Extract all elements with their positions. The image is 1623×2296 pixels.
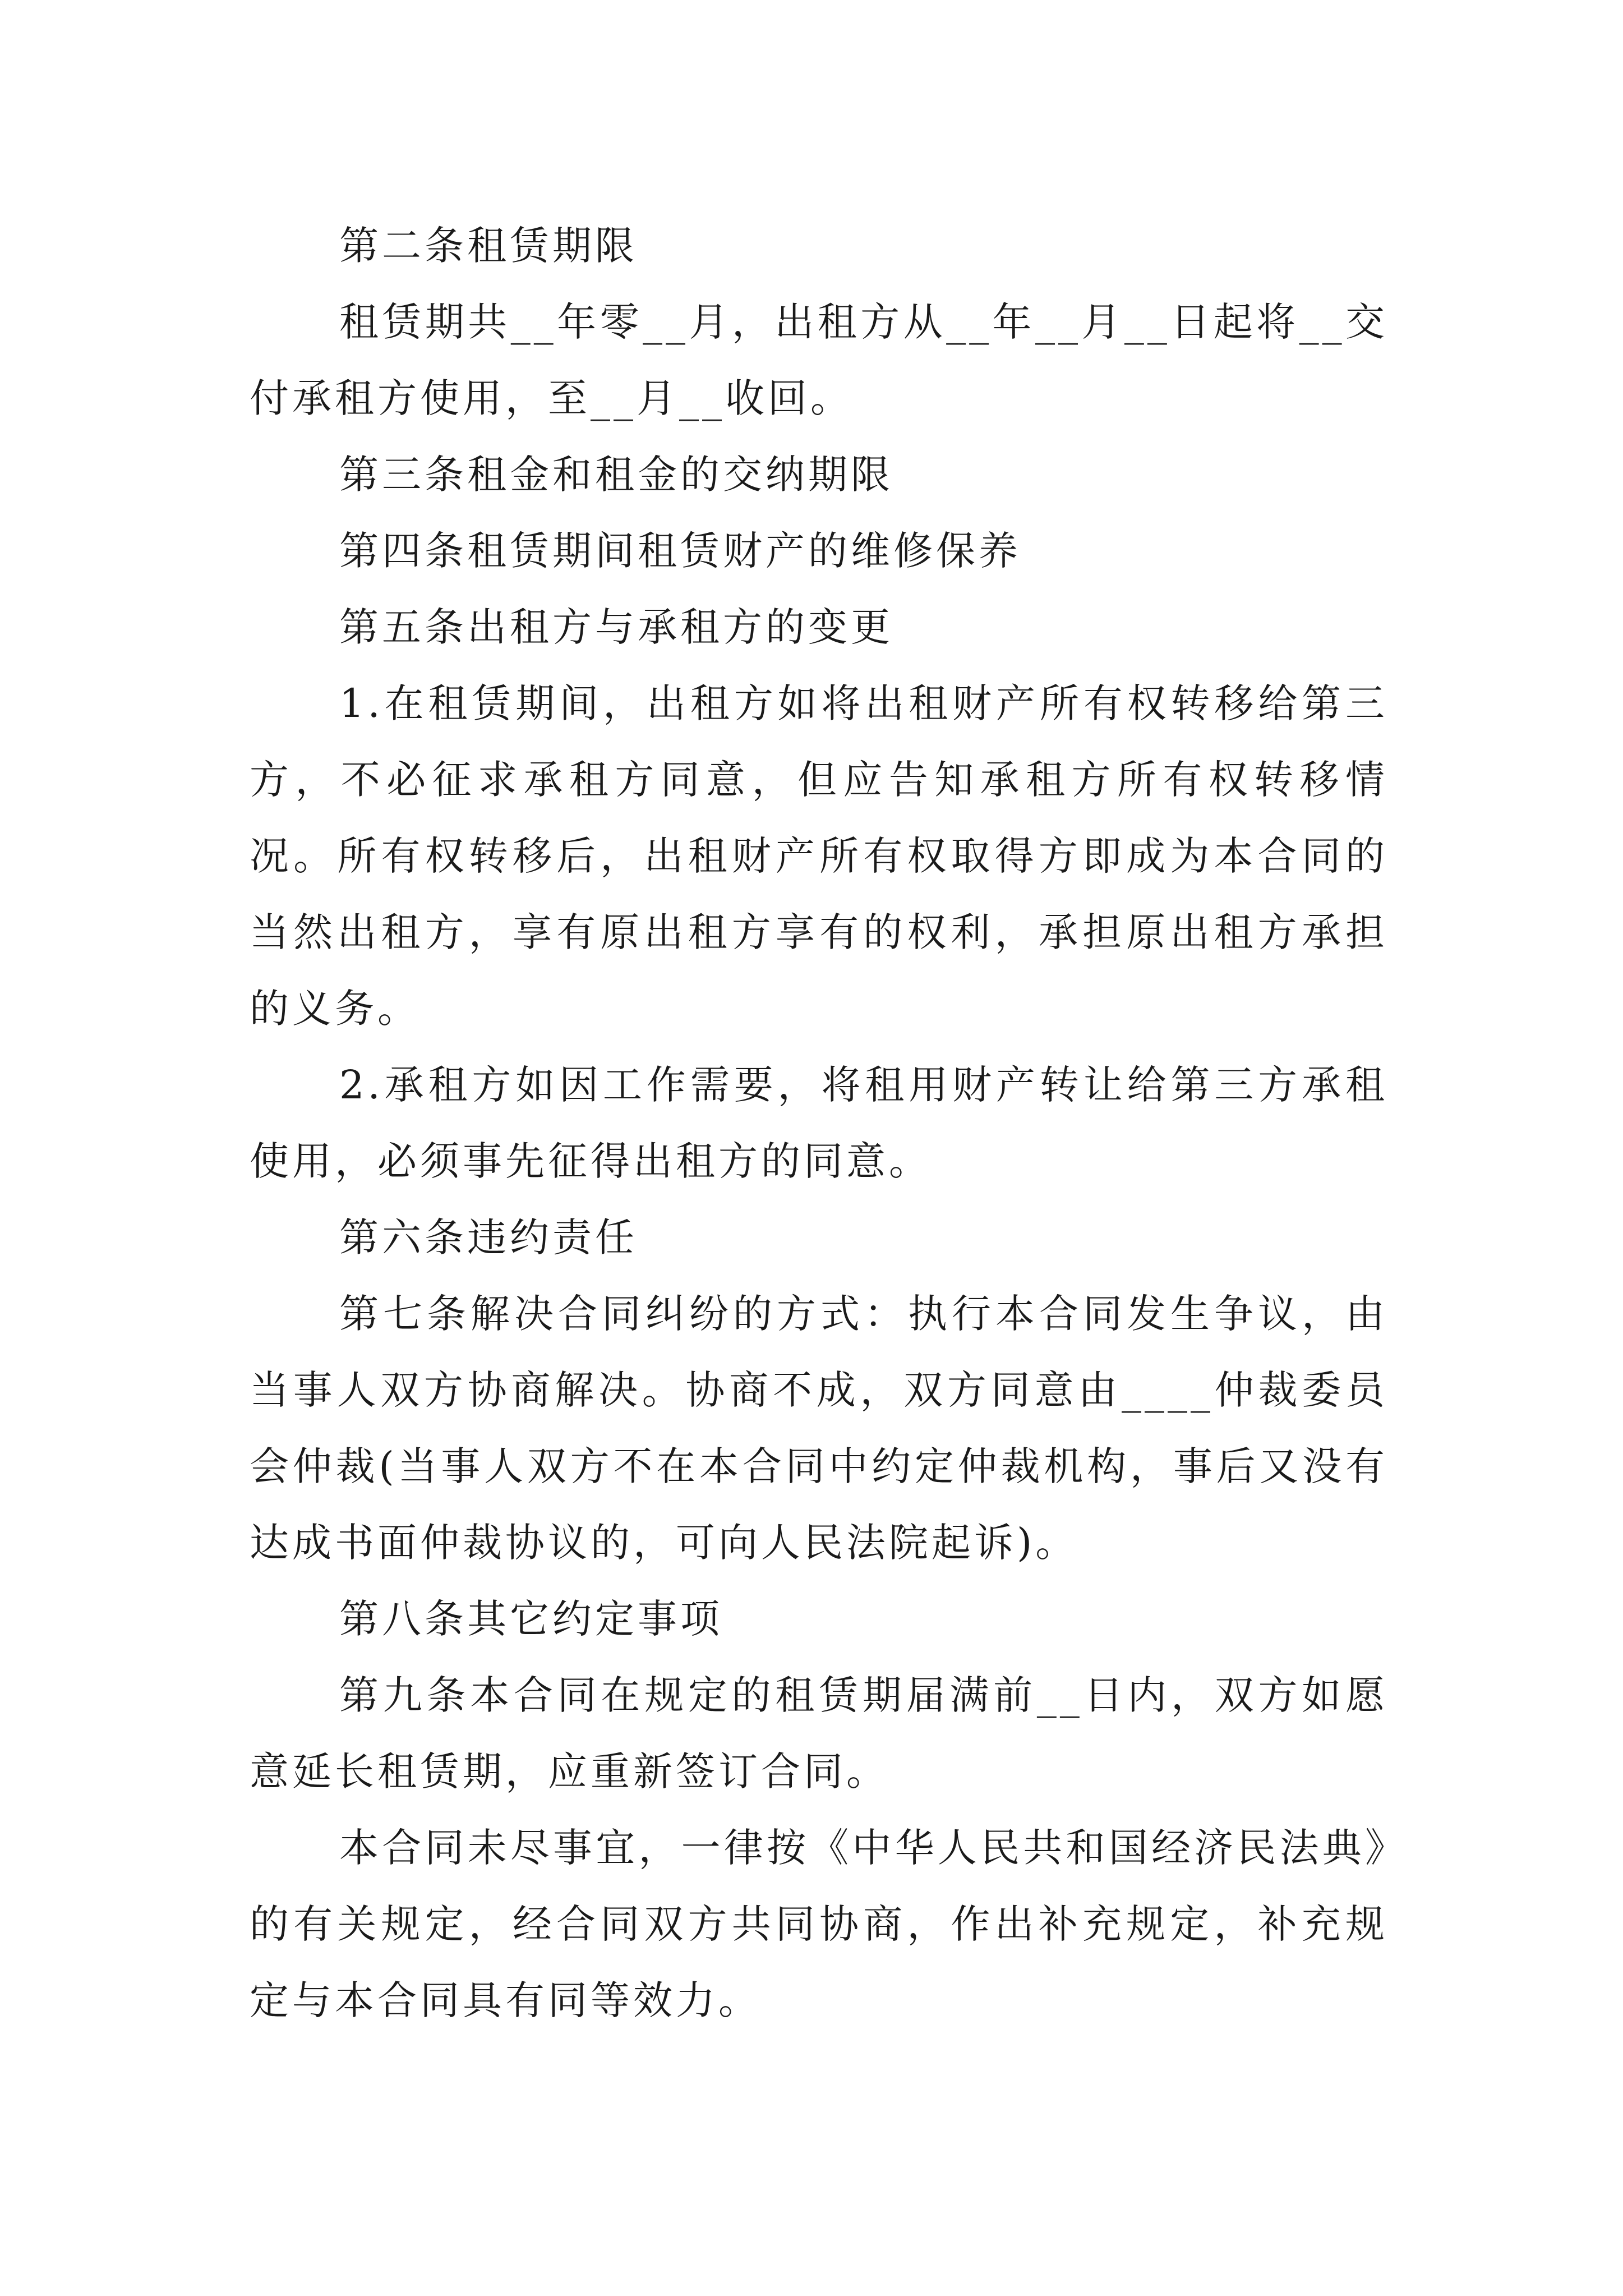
article-2-text: 租赁期共__年零__月，出租方从__年__月__日起将__交付承租方使用，至__月__收回。	[250, 299, 1388, 421]
closing-clause: 本合同未尽事宜，一律按《中华人民共和国经济民法典》的有关规定，经合同双方共同协商，作出补充规定，补充规定与本合同具有同等效力。	[250, 1825, 1388, 2023]
article-3-heading: 第三条租金和租金的交纳期限	[339, 452, 893, 498]
article-9-text: 第九条本合同在规定的租赁期届满前__日内，双方如愿意延长租赁期，应重新签订合同。	[250, 1672, 1388, 1795]
article-2-heading: 第二条租赁期限	[339, 223, 638, 269]
article-5-heading: 第五条出租方与承租方的变更	[339, 604, 893, 650]
document-body	[250, 208, 1388, 2039]
article-4-heading: 第四条租赁期间租赁财产的维修保养	[339, 528, 1021, 574]
article-8-heading: 第八条其它约定事项	[339, 1596, 723, 1642]
article-7-text: 第七条解决合同纠纷的方式：执行本合同发生争议，由当事人双方协商解决。协商不成，双方同意由____仲裁委员会仲裁(当事人双方不在本合同中约定仲裁机构，事后又没有达成书面仲裁协议的，可向人民法院起诉)。	[250, 1291, 1388, 1566]
article-5-clause-1: 1.在租赁期间，出租方如将出租财产所有权转移给第三方，不必征求承租方同意，但应告知承租方所有权转移情况。所有权转移后，出租财产所有权取得方即成为本合同的当然出租方，享有原出租方享有的权利，承担原出租方承担的义务。	[250, 680, 1388, 1032]
article-6-heading: 第六条违约责任	[339, 1214, 638, 1260]
article-5-clause-2: 2.承租方如因工作需要，将租用财产转让给第三方承租使用，必须事先征得出租方的同意。	[250, 1062, 1388, 1184]
